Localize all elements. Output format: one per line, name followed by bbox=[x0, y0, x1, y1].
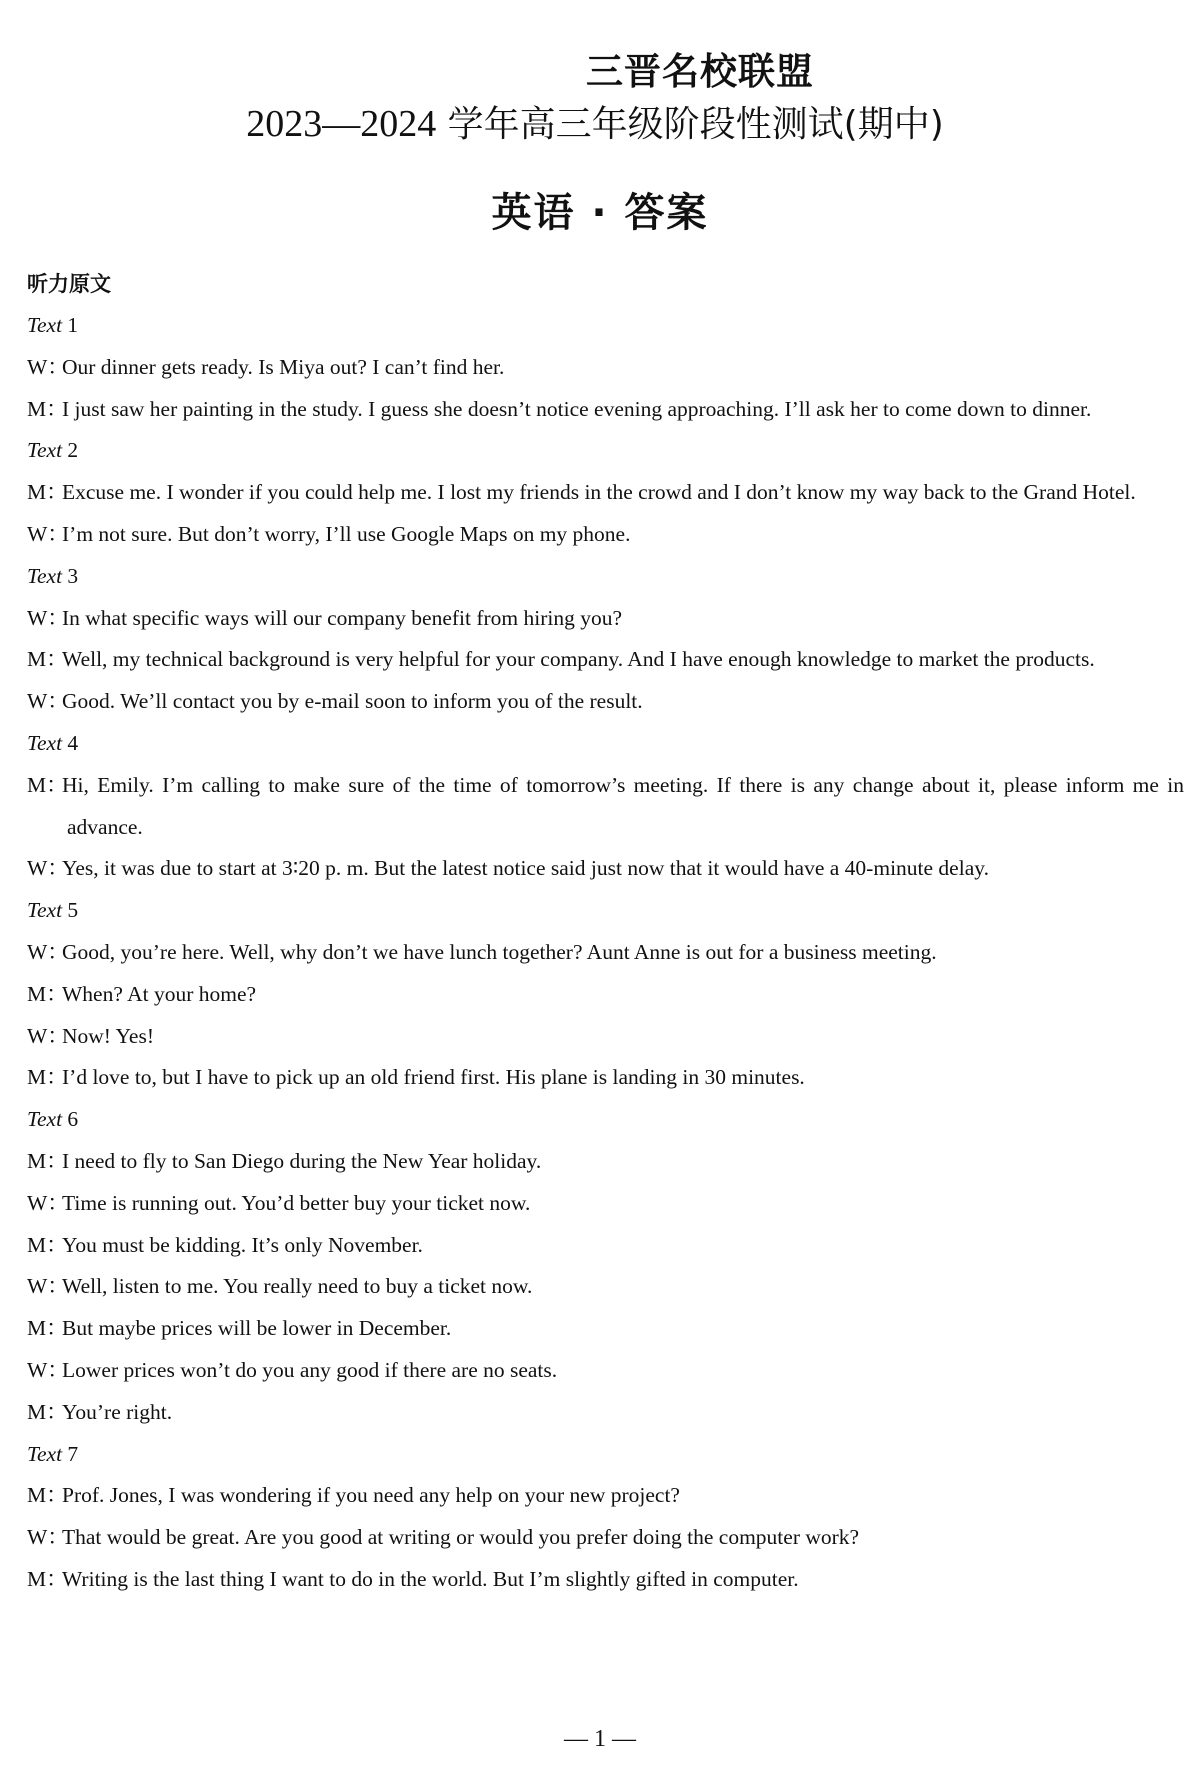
dialogue-text: I’d love to, but I have to pick up an old friend first. His plane is landing in 30 minutes. bbox=[62, 1065, 805, 1090]
dialogue-line bbox=[27, 1350, 1184, 1392]
organization-name: 三晋名校联盟 bbox=[586, 50, 814, 93]
dialogue-text: Writing is the last thing I want to do in the world. But I’m slightly gifted in computer. bbox=[62, 1566, 799, 1591]
document-body bbox=[27, 263, 1184, 1601]
speaker-label: M： bbox=[27, 1566, 68, 1591]
speaker-label: W： bbox=[27, 1274, 69, 1299]
speaker-label: M： bbox=[27, 647, 68, 672]
dialogue-line bbox=[27, 472, 1184, 514]
dialogue-text: You must be kidding. It’s only November. bbox=[62, 1232, 423, 1257]
dialogue-line bbox=[27, 1183, 1184, 1225]
text-label bbox=[27, 1099, 1184, 1141]
dialogue-text: Excuse me. I wonder if you could help me. I lost my friends in the crowd and I don’t know my way back to the Grand Hotel. bbox=[62, 480, 1136, 505]
dialogue-text: In what specific ways will our company benefit from hiring you? bbox=[62, 605, 623, 630]
dialogue-text: Time is running out. You’d better buy your ticket now. bbox=[62, 1190, 531, 1215]
dialogue-line bbox=[27, 1266, 1184, 1308]
speaker-label: M： bbox=[27, 1148, 68, 1173]
text-label-number: 4 bbox=[67, 730, 79, 755]
speaker-label: M： bbox=[27, 1232, 68, 1257]
speaker-label: M： bbox=[27, 1065, 68, 1090]
dialogue-text: Our dinner gets ready. Is Miya out? I can’t find her. bbox=[62, 354, 505, 379]
speaker-label: W： bbox=[27, 939, 69, 964]
dialogue-line bbox=[27, 347, 1184, 389]
text-label-word: Text bbox=[27, 898, 63, 923]
text-label bbox=[27, 556, 1184, 598]
dialogue-line bbox=[27, 848, 1184, 890]
dialogue-line bbox=[27, 1225, 1184, 1267]
speaker-label: M： bbox=[27, 1316, 68, 1341]
speaker-label: M： bbox=[27, 480, 68, 505]
speaker-label: W： bbox=[27, 1525, 69, 1550]
dialogue-line bbox=[27, 1475, 1184, 1517]
exam-title bbox=[0, 98, 1200, 151]
dialogue-text: Well, listen to me. You really need to buy a ticket now. bbox=[62, 1274, 533, 1299]
dialogue-text: Good. We’ll contact you by e-mail soon to inform you of the result. bbox=[62, 689, 643, 714]
page-number: — 1 — bbox=[564, 1726, 636, 1752]
text-label bbox=[27, 723, 1184, 765]
dialogue-text: But maybe prices will be lower in December. bbox=[62, 1316, 452, 1341]
section-title: 听力原文 bbox=[27, 272, 111, 296]
dialogue-line bbox=[27, 1016, 1184, 1058]
text-label-number: 7 bbox=[67, 1441, 79, 1466]
text-label-number: 1 bbox=[67, 313, 79, 337]
text-label bbox=[27, 890, 1184, 932]
dialogue-line bbox=[27, 974, 1184, 1016]
dialogue-text: Now! Yes! bbox=[62, 1023, 154, 1048]
dialogue-text: Yes, it was due to start at 3∶20 p. m. But the latest notice said just now that it would have a 40-minute delay. bbox=[62, 856, 989, 881]
speaker-label: W： bbox=[27, 1023, 69, 1048]
dialogue-text: Good, you’re here. Well, why don’t we have lunch together? Aunt Anne is out for a business meeting. bbox=[62, 939, 937, 964]
dialogue-text: I just saw her painting in the study. I guess she doesn’t notice evening approaching. I’ll ask her to come down to dinner. bbox=[62, 396, 1092, 421]
text-label bbox=[27, 1434, 1184, 1476]
dialogue-line bbox=[27, 765, 1184, 849]
dialogue-text: Well, my technical background is very helpful for your company. And I have enough knowledge to market the products. bbox=[62, 647, 1095, 672]
text-label-word: Text bbox=[27, 1107, 63, 1132]
dialogue-line bbox=[27, 1057, 1184, 1099]
dialogue-text: I need to fly to San Diego during the New Year holiday. bbox=[62, 1148, 542, 1173]
text-label-word: Text bbox=[27, 438, 63, 463]
speaker-label: W： bbox=[27, 605, 69, 630]
speaker-label: W： bbox=[27, 1190, 69, 1215]
dialogue-text: That would be great. Are you good at writing or would you prefer doing the computer work? bbox=[62, 1525, 860, 1550]
text-label-number: 5 bbox=[67, 898, 79, 923]
dialogue-line bbox=[27, 681, 1184, 723]
dialogue-text: Lower prices won’t do you any good if there are no seats. bbox=[62, 1357, 558, 1382]
transcript bbox=[27, 305, 1184, 1601]
speaker-label: W： bbox=[27, 1357, 69, 1382]
dialogue-line bbox=[27, 1141, 1184, 1183]
speaker-label: M： bbox=[27, 1399, 68, 1424]
dialogue-text: You’re right. bbox=[62, 1399, 173, 1424]
dialogue-line bbox=[27, 598, 1184, 640]
speaker-label: M： bbox=[27, 396, 68, 421]
speaker-label: M： bbox=[27, 772, 68, 797]
speaker-label: M： bbox=[27, 981, 68, 1006]
dialogue-text: Hi, Emily. I’m calling to make sure of the time of tomorrow’s meeting. If there is any change about it, please inform me in advance. bbox=[62, 772, 1184, 839]
page-header bbox=[0, 48, 1200, 241]
dialogue-line bbox=[27, 514, 1184, 556]
speaker-label: W： bbox=[27, 354, 69, 379]
dialogue-text: I’m not sure. But don’t worry, I’ll use Google Maps on my phone. bbox=[62, 521, 631, 546]
text-label-number: 2 bbox=[67, 438, 79, 463]
subject-title: 英语 · 答案 bbox=[491, 190, 709, 236]
speaker-label: W： bbox=[27, 689, 69, 714]
text-label-number: 6 bbox=[67, 1107, 79, 1132]
speaker-label: W： bbox=[27, 521, 69, 546]
text-label-number: 3 bbox=[67, 563, 79, 588]
dialogue-line bbox=[27, 1392, 1184, 1434]
text-label bbox=[27, 305, 1184, 347]
dialogue-line bbox=[27, 1308, 1184, 1350]
text-label bbox=[27, 430, 1184, 472]
dialogue-line bbox=[27, 639, 1184, 681]
dialogue-text: Prof. Jones, I was wondering if you need any help on your new project? bbox=[62, 1483, 680, 1508]
text-label-word: Text bbox=[27, 730, 63, 755]
speaker-label: M： bbox=[27, 1483, 68, 1508]
speaker-label: W： bbox=[27, 856, 69, 881]
exam-year: 2023—2024 bbox=[246, 103, 437, 145]
dialogue-text: When? At your home? bbox=[62, 981, 257, 1006]
text-label-word: Text bbox=[27, 563, 63, 588]
text-label-word: Text bbox=[27, 313, 63, 337]
dialogue-line bbox=[27, 389, 1184, 431]
dialogue-line bbox=[27, 932, 1184, 974]
text-label-word: Text bbox=[27, 1441, 63, 1466]
exam-title-text: 学年高三年级阶段性测试(期中) bbox=[436, 104, 944, 145]
dialogue-line bbox=[27, 1517, 1184, 1559]
dialogue-line bbox=[27, 1559, 1184, 1601]
